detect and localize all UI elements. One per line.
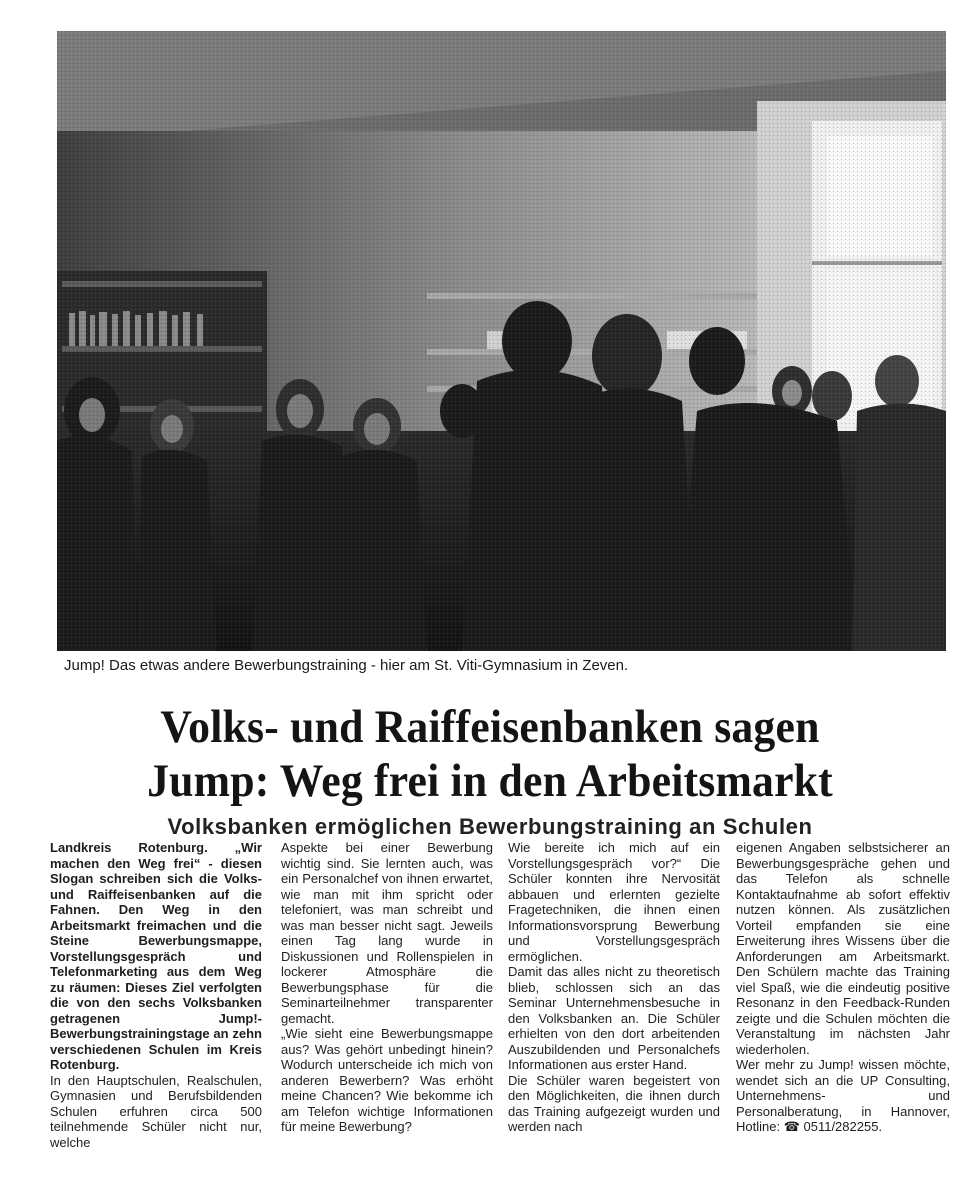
article-paragraph: eigenen Angaben selbstsicherer an Bewerbungsgespräche gehen und das Telefon als schnelle Kontaktaufnahme ab sofort effektiv nutzen können. Als zusätzlichen Vorteil empfanden sie eine Erweiterung ihres Wissens über die Anforderungen am Arbeitsmarkt. Den Schülern machte das Training viel Spaß, wie die eindeutig positive Resonanz in den Feedback-Runden zeigte und die Schulen möchten die Veranstaltung im nächsten Jahr wiederholen. — [736, 840, 950, 1057]
photo-caption: Jump! Das etwas andere Bewerbungstraining - hier am St. Viti-Gymnasium in Zeven. — [64, 657, 629, 674]
article-paragraph: Wer mehr zu Jump! wissen möchte, wendet sich an die UP Consulting, Unternehmens- und Personalberatung, in Hannover, Hotline: ☎ 0511/282255. — [736, 1057, 950, 1134]
article-paragraph: Wie bereite ich mich auf ein Vorstellungsgespräch vor?“ Die Schüler konnten ihre Nervosität abbauen und erlernten gezielte Fragetechniken, die ihnen einen Informationsvorsprung Bewerbung und Vorstellungsgespräch ermöglichen. — [508, 840, 720, 964]
headline-line-2: Jump: Weg frei in den Arbeitsmarkt — [147, 755, 833, 807]
article-paragraph: „Wie sieht eine Bewerbungsmappe aus? Was gehört unbedingt hinein? Wodurch unterscheide ich mich von anderen Bewerbern? Was erhöht meine Chancen? Wie bekomme ich am Telefon wichtige Informationen für meine Bewerbung? — [281, 1026, 493, 1134]
headline — [72, 700, 909, 808]
article-column-2 — [281, 840, 493, 1195]
article-paragraph: In den Hauptschulen, Realschulen, Gymnasien und Berufsbildenden Schulen erfuhren circa 500 teilnehmende Schüler nicht nur, welche — [50, 1072, 262, 1150]
article-lead-paragraph: Landkreis Rotenburg. „Wir machen den Weg frei“ - diesen Slogan schreiben sich die Volks- und Raiffeisenbanken auf die Fahnen. Den Weg in den Arbeitsmarkt freimachen und die Steine Bewerbungsmappe, Vorstellungsgespräch und Telefonmarketing aus dem Weg zu räumen: Dieses Ziel verfolgten die von den sechs Volksbanken getragenen Jump!-Bewerbungstrainingstage an zehn verschiedenen Schulen im Kreis Rotenburg. — [50, 840, 262, 1072]
article-column-1 — [50, 840, 262, 1195]
subheadline: Volksbanken ermöglichen Bewerbungstraining an Schulen — [167, 814, 813, 839]
headline-line-1: Volks- und Raiffeisenbanken sagen — [160, 701, 820, 753]
photo-illustration — [57, 31, 946, 651]
article-body — [50, 840, 955, 1195]
classroom-photo — [57, 31, 946, 651]
article-paragraph: Aspekte bei einer Bewerbung wichtig sind. Sie lernten auch, was ein Personalchef von ihnen erwartet, wie man mit ihm spricht oder telefoniert, was man schreibt und was man besser nicht sagt. Jeweils einen Tag lang wurde in Diskussionen und Rollenspielen in lockerer Atmosphäre die Bewerbungsphase für die Seminarteilnehmer transparenter gemacht. — [281, 840, 493, 1026]
article-paragraph: Damit das alles nicht zu theoretisch blieb, schlossen sich an das Seminar Unternehmensbesuche in den Volksbanken an. Die Schüler erhielten von den dort arbeitenden Auszubildenden und Personalchefs Informationen aus erster Hand. — [508, 964, 720, 1072]
article-paragraph: Die Schüler waren begeistert von den Möglichkeiten, die ihnen durch das Training aufgezeigt wurden und werden nach — [508, 1072, 720, 1134]
article-column-4 — [736, 840, 950, 1195]
article-column-3 — [508, 840, 720, 1195]
